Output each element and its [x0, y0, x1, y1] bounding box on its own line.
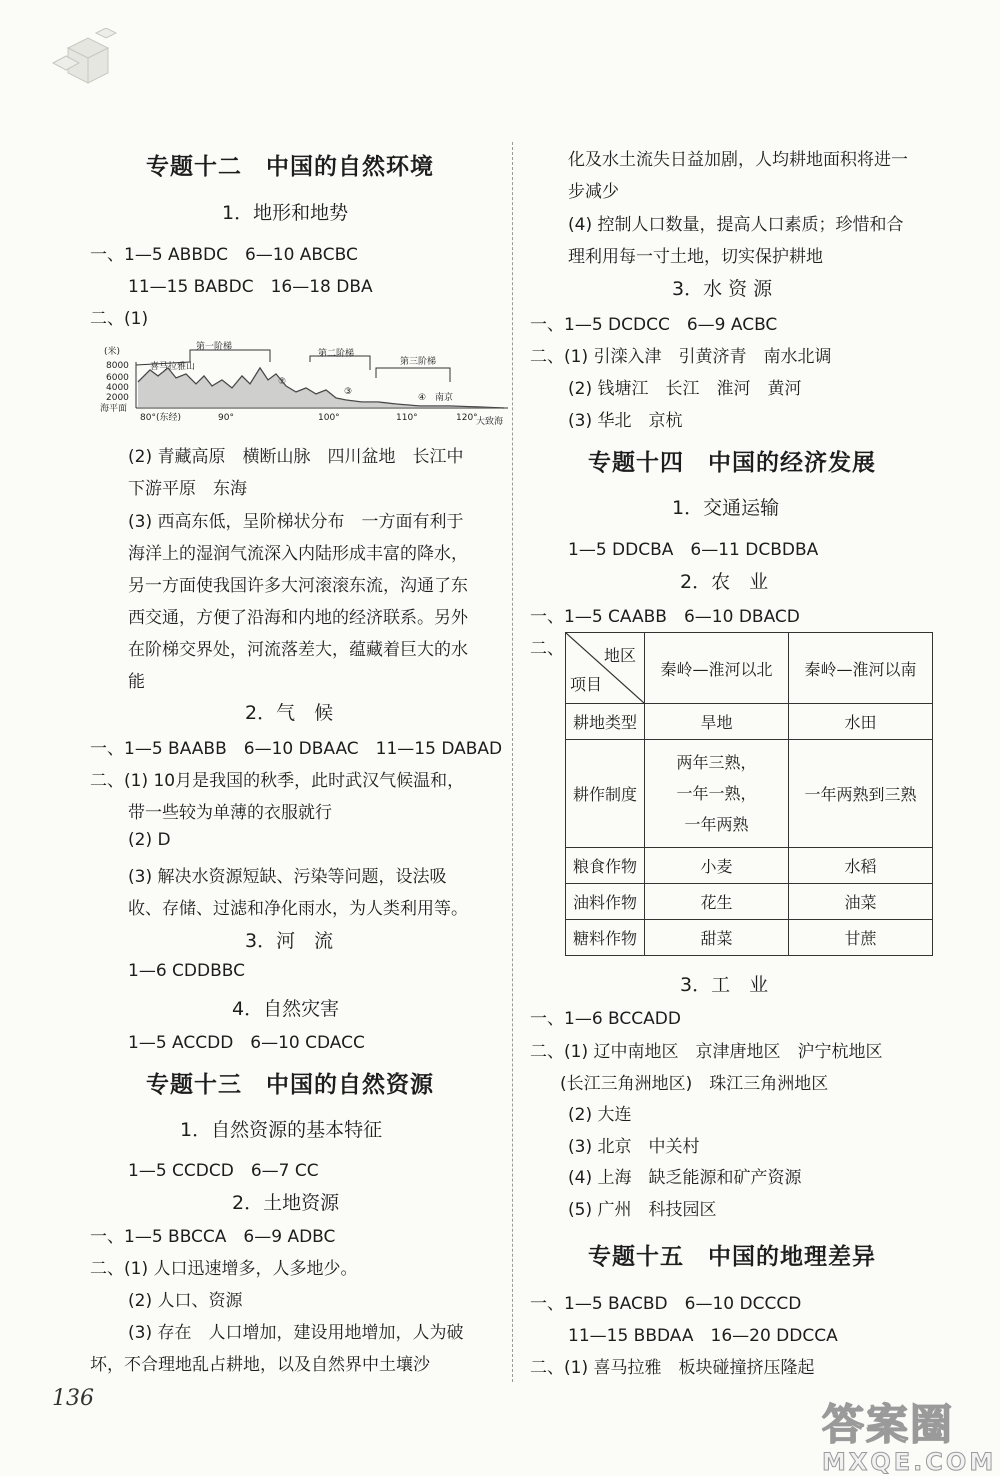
topic-12-title: 专题十二 中国的自然环境 [146, 154, 434, 180]
section-rivers-title: 3．河 流 [245, 930, 334, 952]
answer-line: 西交通，方便了沿海和内地的经济联系。另外 [128, 608, 468, 628]
answer-line: 二、(1) 10月是我国的秋季，此时武汉气候温和， [90, 771, 465, 791]
profile-unit: (米) [104, 347, 121, 357]
watermark-text: 答案圈 [822, 1400, 955, 1449]
agriculture-table [565, 632, 933, 956]
answer-line: 11—15 BBDAA 16—20 DDCCA [568, 1326, 838, 1346]
table-cell: 水稻 [789, 848, 933, 884]
page-number: 136 [52, 1386, 94, 1411]
answer-line: 化及水土流失日益加剧，人均耕地面积将进一 [568, 150, 908, 170]
answer-line: 一、1—5 ABBDC 6—10 ABCBC [90, 245, 358, 265]
table-cell: 旱地 [645, 704, 789, 740]
answer-line: (2) 人口、资源 [128, 1291, 243, 1311]
table-cell: 小麦 [645, 848, 789, 884]
terrain-profile-diagram [100, 340, 512, 432]
answer-line: 在阶梯交界处，河流落差大，蕴藏着巨大的水 [128, 640, 468, 660]
answer-line: 二、(1) [90, 309, 149, 329]
answer-line: 一、1—5 DCDCC 6—9 ACBC [530, 315, 778, 335]
section-resource-features-title: 1．自然资源的基本特征 [180, 1119, 383, 1141]
answer-line: 二、(1) 引滦入津 引黄济青 南水北调 [530, 347, 832, 367]
profile-ytick: 8000 [106, 361, 129, 371]
x-label: 80°(东经) [140, 413, 181, 423]
x-label: 100° [318, 413, 340, 423]
answer-line: 带一些较为单薄的衣服就行 [128, 803, 332, 823]
x-label: 120° [456, 413, 478, 423]
ocean-label: 大致海 [476, 417, 504, 427]
table-row [566, 920, 933, 956]
table-row-label: 糖料作物 [566, 920, 645, 956]
answer-line: 一、1—5 BBCCA 6—9 ADBC [90, 1227, 336, 1247]
answer-line: 1—5 CCDCD 6—7 CC [128, 1161, 319, 1181]
step3-label: 第三阶梯 [400, 357, 437, 367]
section-disasters-title: 4．自然灾害 [232, 998, 340, 1020]
answer-line: (2) 青藏高原 横断山脉 四川盆地 长江中 [128, 447, 464, 467]
table-cell: 一年两熟到三熟 [789, 740, 933, 848]
table-row [566, 848, 933, 884]
answer-line: 收、存储、过滤和净化雨水，为人类利用等。 [128, 899, 468, 919]
table-cell [645, 740, 789, 848]
section-terrain-title: 1．地形和地势 [222, 202, 349, 224]
table-header-south: 秦岭—淮河以南 [789, 633, 933, 704]
profile-ytick: 海平面 [100, 404, 128, 414]
answer-line: (3) 北京 中关村 [568, 1137, 700, 1157]
answer-line: 一、1—5 CAABB 6—10 DBACD [530, 607, 800, 627]
profile-ytick: 6000 [106, 373, 129, 383]
answer-line: 能 [128, 672, 145, 692]
table-corner-cell [566, 633, 645, 704]
table-cell: 油菜 [789, 884, 933, 920]
nanjing-label: 南京 [435, 393, 454, 403]
watermark-logo [822, 1392, 996, 1476]
answer-line: (4) 控制人口数量，提高人口素质；珍惜和合 [568, 215, 904, 235]
step1-label: 第一阶梯 [196, 342, 233, 352]
answer-line: 坏，不合理地乱占耕地，以及自然界中土壤沙 [90, 1355, 430, 1375]
answer-line: (3) 华北 京杭 [568, 411, 683, 431]
table-cell-line: 两年三熟， [676, 753, 757, 772]
topic-14-title: 专题十四 中国的经济发展 [588, 450, 876, 476]
answer-line: 二、(1) 辽中南地区 京津唐地区 沪宁杭地区 [530, 1042, 883, 1062]
answer-line: 海洋上的湿润气流深入内陆形成丰富的降水， [128, 544, 468, 564]
answer-line: (5) 广州 科技园区 [568, 1200, 717, 1220]
answer-line: 下游平原 东海 [128, 479, 247, 499]
corner-region-label: 地区 [603, 646, 636, 665]
section-water-title: 3．水 资 源 [672, 278, 773, 300]
table-row [566, 704, 933, 740]
answer-line: (3) 解决水资源短缺、污染等问题，设法吸 [128, 867, 447, 887]
circle-label: ③ [344, 387, 353, 397]
answer-line: (3) 存在 人口增加，建设用地增加，人为破 [128, 1323, 464, 1343]
table-row [566, 740, 933, 848]
answer-line: 一、1—5 BACBD 6—10 DCCCD [530, 1294, 802, 1314]
section-climate-title: 2．气 候 [245, 702, 334, 724]
table-cell: 甜菜 [645, 920, 789, 956]
table-row-label: 耕作制度 [566, 740, 645, 848]
section-agriculture-title: 2．农 业 [680, 571, 769, 593]
circle-label: ② [278, 377, 287, 387]
table-header-row [566, 633, 933, 704]
answer-line: 一、1—6 BCCADD [530, 1009, 681, 1029]
table-row-label: 耕地类型 [566, 704, 645, 740]
table-header-north: 秦岭—淮河以北 [645, 633, 789, 704]
answer-line: (4) 上海 缺乏能源和矿产资源 [568, 1168, 802, 1188]
profile-ytick: 2000 [106, 393, 129, 403]
answer-line: 理利用每一寸土地，切实保护耕地 [568, 247, 823, 267]
answer-line: 二、 [530, 639, 564, 659]
table-cell: 甘蔗 [789, 920, 933, 956]
step2-label: 第二阶梯 [318, 349, 355, 359]
table-row-label: 粮食作物 [566, 848, 645, 884]
answer-line: (长江三角洲地区) 珠江三角洲地区 [560, 1074, 829, 1094]
answer-line: (3) 西高东低，呈阶梯状分布 一方面有利于 [128, 512, 464, 532]
answer-line: 1—6 CDDBBC [128, 961, 245, 981]
answer-line: (2) 大连 [568, 1105, 632, 1125]
answer-line: 二、(1) 人口迅速增多，人多地少。 [90, 1259, 358, 1279]
topic-15-title: 专题十五 中国的地理差异 [588, 1244, 876, 1270]
answer-line: 二、(1) 喜马拉雅 板块碰撞挤压隆起 [530, 1358, 815, 1378]
answer-line: 11—15 BABDC 16—18 DBA [128, 277, 373, 297]
cube-logo-icon [48, 28, 128, 98]
table-cell-line: 一年一熟， [676, 784, 757, 803]
section-transport-title: 1．交通运输 [672, 497, 780, 519]
table-cell: 水田 [789, 704, 933, 740]
answer-line: 1—5 ACCDD 6—10 CDACC [128, 1033, 365, 1053]
table-row-label: 油料作物 [566, 884, 645, 920]
answer-line: 步减少 [568, 182, 619, 202]
column-divider [512, 142, 513, 1382]
x-label: 90° [218, 413, 234, 423]
table-row [566, 884, 933, 920]
corner-item-label: 项目 [570, 675, 603, 694]
answer-line: 一、1—5 BAABB 6—10 DBAAC 11—15 DABAD [90, 739, 503, 759]
topic-13-title: 专题十三 中国的自然资源 [146, 1072, 434, 1098]
watermark-url: MXQE.COM [822, 1448, 997, 1476]
table-cell: 花生 [645, 884, 789, 920]
section-industry-title: 3．工 业 [680, 974, 769, 996]
answer-line: 1—5 DDCBA 6—11 DCBDBA [568, 540, 819, 560]
answer-line: 另一方面使我国许多大河滚滚东流，沟通了东 [128, 576, 468, 596]
mountain-label: 喜马拉雅山 [150, 362, 196, 372]
profile-ytick: 4000 [106, 383, 129, 393]
x-label: 110° [396, 413, 418, 423]
table-cell-line: 一年两熟 [684, 815, 749, 834]
answer-line: (2) D [128, 830, 171, 850]
answer-line: (2) 钱塘江 长江 淮河 黄河 [568, 379, 802, 399]
circle-label: ④ [418, 393, 427, 403]
section-land-title: 2．土地资源 [232, 1192, 340, 1214]
